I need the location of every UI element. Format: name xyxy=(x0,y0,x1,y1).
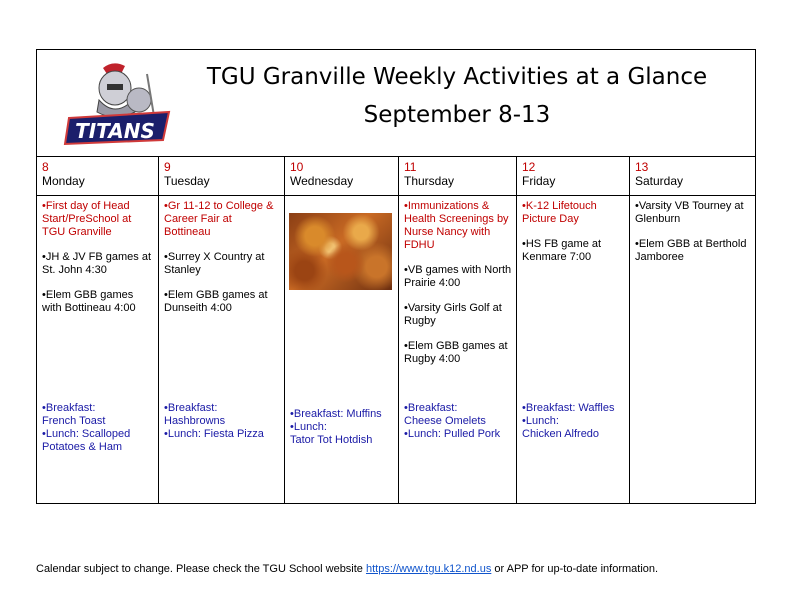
meal-line: •Lunch: Scalloped xyxy=(42,428,131,440)
meal-line: •Breakfast: Muffins xyxy=(290,408,382,420)
day-column-thursday xyxy=(398,156,516,503)
event-item: •Elem GBB games with Bottineau 4:00 xyxy=(42,289,136,314)
events-list xyxy=(399,196,516,366)
day-name: Wednesday xyxy=(290,174,354,188)
event-item: •K-12 Lifetouch Picture Day xyxy=(522,200,597,225)
event-item: •Varsity Girls Golf at Rugby xyxy=(404,302,502,327)
day-header xyxy=(399,156,516,196)
day-column-tuesday xyxy=(158,156,284,503)
event-item: •Elem GBB at Berthold Jamboree xyxy=(635,238,747,263)
meal-line: •Lunch: xyxy=(290,421,327,433)
day-number: 8 xyxy=(42,160,49,174)
events-list xyxy=(285,196,398,200)
day-name: Thursday xyxy=(404,174,455,188)
calendar-frame xyxy=(36,49,756,504)
autumn-leaves-photo xyxy=(289,213,392,290)
footer-text-before: Calendar subject to change. Please check the TGU School website xyxy=(36,563,366,575)
day-column-monday xyxy=(37,156,158,503)
footer-note xyxy=(36,563,658,575)
meal-line: Chicken Alfredo xyxy=(522,428,600,440)
events-list xyxy=(37,196,158,315)
event-item: •VB games with North Prairie 4:00 xyxy=(404,264,512,289)
day-header xyxy=(517,156,629,196)
event-item: •Varsity VB Tourney at Glenburn xyxy=(635,200,744,225)
event-item: •Surrey X Country at Stanley xyxy=(164,251,265,276)
day-name: Friday xyxy=(522,174,556,188)
event-item: •Elem GBB games at Dunseith 4:00 xyxy=(164,289,268,314)
meal-menu xyxy=(404,402,513,441)
events-list xyxy=(630,196,755,264)
page-subtitle: September 8-13 xyxy=(363,102,551,128)
meal-line: •Breakfast: Waffles xyxy=(522,402,615,414)
meal-menu xyxy=(42,402,155,454)
day-column-saturday xyxy=(629,156,755,503)
logo-wordmark: TITANS xyxy=(75,119,155,143)
meal-line: Tator Tot Hotdish xyxy=(290,434,373,446)
calendar-header xyxy=(37,50,755,157)
meal-line: French Toast xyxy=(42,415,106,427)
footer-text-after: or APP for up-to-date information. xyxy=(491,563,659,575)
meal-line: Potatoes & Ham xyxy=(42,441,123,453)
event-item: •JH & JV FB games at St. John 4:30 xyxy=(42,251,151,276)
meal-line: Cheese Omelets xyxy=(404,415,486,427)
day-header xyxy=(630,156,755,196)
meal-line: •Breakfast: xyxy=(404,402,458,414)
event-item: •Elem GBB games at Rugby 4:00 xyxy=(404,340,508,365)
meal-menu xyxy=(522,402,626,441)
day-header xyxy=(285,156,398,196)
events-list xyxy=(159,196,284,315)
day-header xyxy=(37,156,158,196)
day-number: 13 xyxy=(635,160,649,174)
day-number: 11 xyxy=(404,160,417,174)
day-number: 9 xyxy=(164,160,171,174)
day-name: Saturday xyxy=(635,174,684,188)
event-item: •HS FB game at Kenmare 7:00 xyxy=(522,238,602,263)
events-list xyxy=(517,196,629,264)
day-name: Tuesday xyxy=(164,174,210,188)
day-name: Monday xyxy=(42,174,85,188)
meal-line: •Lunch: xyxy=(522,415,559,427)
day-column-wednesday xyxy=(284,156,398,503)
meal-menu xyxy=(164,402,281,441)
page-title: TGU Granville Weekly Activities at a Glance xyxy=(206,64,708,90)
day-number: 10 xyxy=(290,160,304,174)
event-item: •Immunizations & Health Screenings by Nurse Nancy with FDHU xyxy=(404,200,509,251)
meal-menu xyxy=(290,408,395,447)
school-website-link[interactable]: https://www.tgu.k12.nd.us xyxy=(365,563,492,575)
meal-line: •Breakfast: xyxy=(42,402,96,414)
meal-line: •Lunch: Pulled Pork xyxy=(404,428,501,440)
day-column-friday xyxy=(516,156,629,503)
day-header xyxy=(159,156,284,196)
meal-line: Hashbrowns xyxy=(164,415,226,427)
meal-line: •Lunch: Fiesta Pizza xyxy=(164,428,264,440)
event-item: •First day of Head Start/PreSchool at TGU Granville xyxy=(42,200,132,238)
meal-line: •Breakfast: xyxy=(164,402,218,414)
event-item: •Gr 11-12 to College & Career Fair at Bottineau xyxy=(164,200,274,238)
day-number: 12 xyxy=(522,160,536,174)
